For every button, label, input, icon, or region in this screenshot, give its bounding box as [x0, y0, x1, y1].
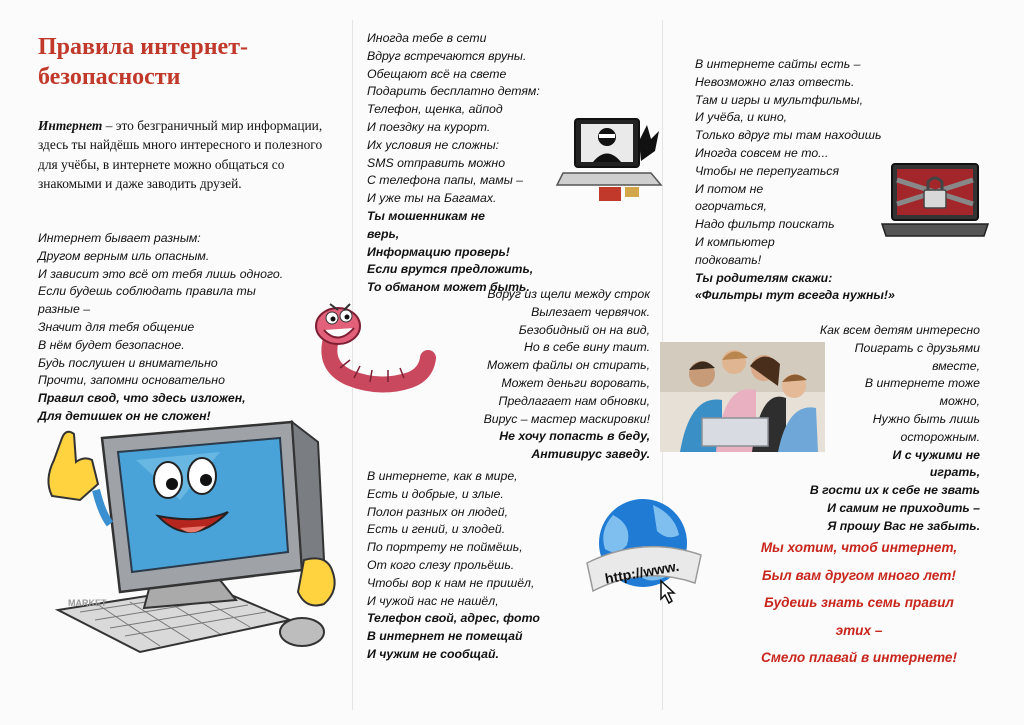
- poem-line: И компьютер: [695, 234, 775, 249]
- poem-line: Там и игры и мультфильмы,: [695, 92, 864, 107]
- poem-line: Может файлы он стирать,: [486, 358, 650, 373]
- locked-laptop-illustration: [880, 160, 990, 245]
- panel-left: [0, 0, 340, 725]
- poem-line: Вдруг встречаются вруны.: [367, 48, 527, 63]
- poem-line: И учёба, и кино,: [695, 110, 788, 125]
- poem-line: Полон разных он людей,: [367, 504, 509, 519]
- poem-line: осторожным.: [900, 429, 980, 444]
- page-title: Правила интернет-безопасности: [38, 34, 248, 90]
- poem-line: Для детишек он не сложен!: [38, 408, 211, 423]
- poem-strangers: [810, 322, 980, 536]
- poem-line: И чужой нас не нашёл,: [367, 593, 499, 608]
- poem-line: Если врутся предложить,: [367, 262, 534, 277]
- poem-line: Будь послушен и внимательно: [38, 355, 218, 370]
- poem-line: SMS отправить можно: [367, 155, 506, 170]
- poem-line: Только вдруг ты там находишь: [695, 128, 882, 143]
- poem-line: Не хочу попасть в беду,: [499, 429, 650, 444]
- globe-url-text: http://www.: [603, 557, 681, 587]
- poem-line: И потом не: [695, 181, 764, 196]
- poem-line: разные –: [38, 302, 91, 317]
- poem-line: Вылезает червячок.: [531, 304, 650, 319]
- poem-line: Антивирус заведу.: [531, 447, 650, 462]
- poem-line: Но в себе вину таит.: [523, 340, 650, 355]
- poem-line: Обещают всё на свете: [367, 66, 507, 81]
- poem-line: От кого слезу прольёшь.: [367, 557, 515, 572]
- poem-line: Может деньги воровать,: [501, 375, 650, 390]
- poem-line: Был вам другом много лет!: [762, 567, 956, 583]
- poem-line: Вдруг из щели между строк: [487, 287, 650, 301]
- poem-line: Иногда совсем не то...: [695, 145, 829, 160]
- poem-line: В интернет не помещай: [367, 629, 523, 644]
- poem-line: Нужно быть лишь: [872, 411, 980, 426]
- poem-line: И чужим не сообщай.: [367, 646, 499, 661]
- mouse-illustration: [280, 618, 324, 646]
- poem-internet-kinds: [38, 230, 283, 426]
- intro-text: – это безграничный мир информации, здесь ты найдёшь много интересного и полезного для учёбы, в интернете можно общаться со знакомыми и даже заводить друзей.: [38, 118, 323, 191]
- screen-logo: MARKET: [68, 598, 107, 608]
- poem-line: Есть и добрые, и злые.: [367, 486, 504, 501]
- poem-line: Предлагает нам обновки,: [498, 393, 650, 408]
- panel-middle: [340, 0, 681, 725]
- poem-line: Будешь знать семь правил: [764, 595, 954, 610]
- poem-line: И поездку на курорт.: [367, 119, 491, 134]
- hacker-laptop-illustration: [555, 115, 665, 205]
- poem-line: этих –: [835, 622, 883, 638]
- poem-line: огорчаться,: [695, 199, 767, 214]
- poem-line: Безобидный он на вид,: [518, 322, 650, 337]
- poem-line: «Фильтры тут всегда нужны!»: [695, 288, 895, 303]
- worm-virus-illustration: [310, 296, 435, 396]
- poem-line: Их условия не сложны:: [367, 137, 500, 152]
- poem-line: И с чужими не: [892, 447, 980, 462]
- poem-line: верь,: [367, 226, 400, 241]
- closing-wish: [730, 534, 988, 672]
- poem-filters: [695, 56, 895, 305]
- poem-line: Невозможно глаз отвесть.: [695, 74, 855, 89]
- poem-line: Чтобы не перепугаться: [695, 163, 840, 178]
- poem-line: Вирус – мастер маскировки!: [483, 411, 650, 426]
- poem-line: По портрету не поймёшь,: [367, 540, 523, 555]
- poem-line: Другом верным иль опасным.: [38, 248, 210, 263]
- intro-term: Интернет: [38, 118, 103, 133]
- poem-line: В гости их к себе не звать: [809, 483, 980, 498]
- poem-line: Как всем детям интересно: [819, 323, 980, 337]
- poem-line: Смело плавай в интернете!: [761, 650, 957, 665]
- poem-line: В интернете сайты есть –: [695, 57, 861, 71]
- poem-line: можно,: [939, 394, 980, 409]
- poem-line: вместе,: [932, 358, 980, 373]
- poem-line: И уже ты на Багамах.: [367, 191, 497, 206]
- poem-liars: [367, 30, 540, 297]
- poem-line: подковать!: [695, 252, 762, 267]
- poem-line: Телефон, щенка, айпод: [367, 102, 503, 117]
- poem-line: Интернет бывает разным:: [38, 231, 201, 245]
- poem-line: Иногда тебе в сети: [367, 31, 487, 45]
- poem-line: Мы хотим, чтоб интернет,: [760, 540, 958, 555]
- poem-line: В интернете тоже: [864, 376, 980, 391]
- panel-right: [660, 0, 1024, 725]
- poem-line: Ты родителям скажи:: [695, 270, 833, 285]
- poem-line: С телефона папы, мамы –: [367, 173, 523, 188]
- family-with-laptop-photo: [660, 342, 825, 452]
- poem-line: Правил свод, что здесь изложен,: [38, 391, 246, 406]
- poem-line: играть,: [929, 465, 980, 480]
- poem-line: Я прошу Вас не забыть.: [827, 518, 980, 533]
- poem-line: Есть и гений, и злодей.: [367, 522, 506, 537]
- poem-line: То обманом может быть.: [367, 280, 530, 295]
- poem-line: Если будешь соблюдать правила ты: [38, 284, 256, 299]
- poem-line: Значит для тебя общение: [38, 319, 195, 334]
- poem-good-and-evil: [367, 468, 540, 664]
- cartoon-computer-illustration: [40, 420, 340, 655]
- poem-line: Подарить бесплатно детям:: [367, 84, 540, 99]
- poem-line: Телефон свой, адрес, фото: [367, 611, 540, 626]
- poem-line: В интернете, как в мире,: [367, 469, 518, 483]
- poem-line: И зависит это всё от тебя лишь одного.: [38, 266, 284, 281]
- poem-line: Прочти, запомни основательно: [38, 373, 225, 388]
- poem-virus-worm: [484, 286, 650, 464]
- poem-line: Чтобы вор к нам не пришёл,: [367, 575, 535, 590]
- poem-line: И самим не приходить –: [827, 500, 980, 515]
- poem-line: Ты мошенникам не: [367, 208, 486, 223]
- poem-line: Информацию проверь!: [367, 244, 510, 259]
- poem-line: Надо фильтр поискать: [695, 217, 835, 232]
- intro-paragraph: [38, 116, 328, 193]
- poem-line: В нём будет безопасное.: [38, 337, 185, 352]
- poem-line: Поиграть с друзьями: [854, 340, 980, 355]
